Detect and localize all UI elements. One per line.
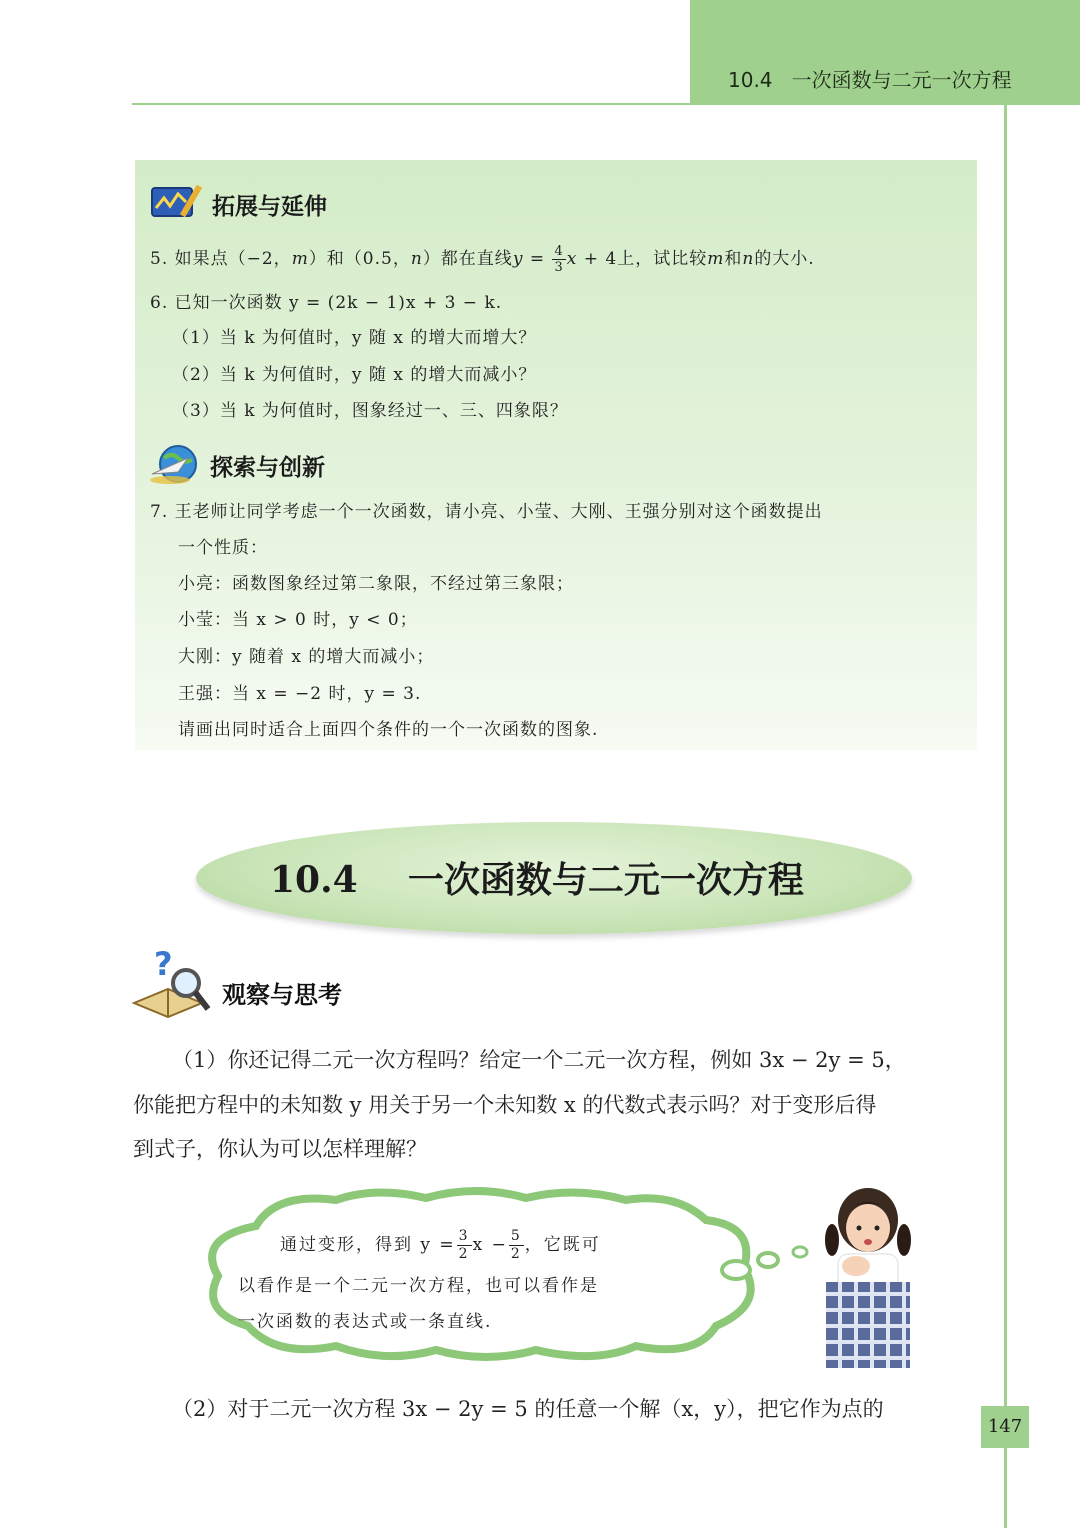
- exploration-title: 探索与创新: [210, 455, 325, 481]
- question-6-part-2: （2）当 k 为何值时，y 随 x 的增大而减小？: [172, 365, 537, 385]
- q5-and: 和: [724, 249, 743, 269]
- extension-title: 拓展与延伸: [212, 194, 327, 220]
- question-6-part-3: （3）当 k 为何值时，图象经过一、三、四象限？: [172, 401, 568, 421]
- question-7-line-2: 一个性质：: [178, 538, 268, 558]
- page-number: 147: [981, 1406, 1029, 1448]
- q5-n2: n: [742, 249, 755, 269]
- q5-frac-num: 4: [554, 244, 564, 259]
- question-7-line-4: 小莹：当 x > 0 时，y < 0；: [178, 610, 418, 630]
- svg-text:?: ?: [154, 945, 173, 983]
- paragraph-2: （2）对于二元一次方程 3x − 2y = 5 的任意一个解（x，y），把它作为点的: [172, 1397, 884, 1421]
- cloud-frac1-num: 3: [458, 1228, 470, 1244]
- section-title: 10.4 一次函数与二元一次方程: [270, 859, 804, 901]
- header-rule: [132, 103, 1080, 105]
- question-6: 6. 已知一次函数 y = (2k − 1)x + 3 − k.: [150, 293, 503, 313]
- running-header: [728, 64, 1012, 93]
- cloud-fraction-2: [509, 1228, 524, 1263]
- cloud-line-3: 一次函数的表达式或一条直线.: [238, 1312, 493, 1332]
- paragraph-1-line-3: 到式子，你认为可以怎样理解？: [133, 1137, 427, 1161]
- header-title: 一次函数与二元一次方程: [791, 68, 1012, 92]
- question-6-part-1: （1）当 k 为何值时，y 随 x 的增大而增大？: [172, 328, 537, 348]
- header-section: 10.4: [728, 68, 773, 92]
- q5-eq: =: [523, 249, 552, 269]
- question-7-line-5: 大刚：y 随着 x 的增大而减小；: [178, 647, 435, 667]
- q5-end: 的大小.: [754, 249, 815, 269]
- question-7-line-1: 7. 王老师让同学考虑一个一次函数，请小亮、小莹、大刚、王强分别对这个函数提出: [150, 502, 823, 522]
- cloud-fraction-1: [457, 1228, 472, 1263]
- globe-plane-icon: [148, 440, 206, 486]
- cloud-line-1: [280, 1228, 601, 1263]
- cloud-line-2: 以看作是一个二元一次方程，也可以看作是: [238, 1276, 599, 1296]
- question-7-line-6: 王强：当 x = −2 时，y = 3.: [178, 684, 422, 704]
- q5-fraction: [552, 244, 565, 275]
- cloud-frac2-den: 2: [510, 1246, 522, 1262]
- chart-pen-icon: [148, 180, 206, 226]
- question-7-line-7: 请画出同时适合上面四个条件的一个一次函数的图象.: [178, 720, 599, 740]
- question-5: [150, 244, 815, 275]
- cloud-l1-prefix: 通过变形，得到 y =: [280, 1235, 456, 1255]
- q5-prefix: 5. 如果点（−2，: [150, 249, 292, 269]
- q5-mid2: ）都在直线: [422, 249, 513, 269]
- q5-frac-den: 3: [554, 260, 564, 275]
- observe-title: 观察与思考: [222, 981, 342, 1009]
- cloud-frac1-den: 2: [458, 1246, 470, 1262]
- q5-m: m: [291, 249, 309, 269]
- book-magnifier-icon: [128, 945, 218, 1025]
- q5-m2: m: [707, 249, 725, 269]
- girl-illustration: [812, 1182, 924, 1370]
- q5-mid1: ）和（0.5，: [308, 249, 411, 269]
- cloud-frac2-num: 5: [510, 1228, 522, 1244]
- question-7-line-3: 小亮：函数图象经过第二象限，不经过第三象限；: [178, 574, 574, 594]
- cloud-mid: x −: [472, 1235, 508, 1255]
- q5-n: n: [410, 249, 423, 269]
- margin-rule: [1004, 103, 1007, 1528]
- paragraph-1-line-1: （1）你还记得二元一次方程吗？给定一个二元一次方程，例如 3x − 2y = 5，: [172, 1048, 906, 1072]
- q5-x: x: [566, 249, 578, 269]
- q5-tail: + 4上，试比较: [577, 249, 708, 269]
- cloud-l1-suffix: ，它既可: [524, 1235, 601, 1255]
- paragraph-1-line-2: 你能把方程中的未知数 y 用关于另一个未知数 x 的代数式表示吗？对于变形后得: [133, 1093, 877, 1117]
- q5-y: y: [512, 249, 524, 269]
